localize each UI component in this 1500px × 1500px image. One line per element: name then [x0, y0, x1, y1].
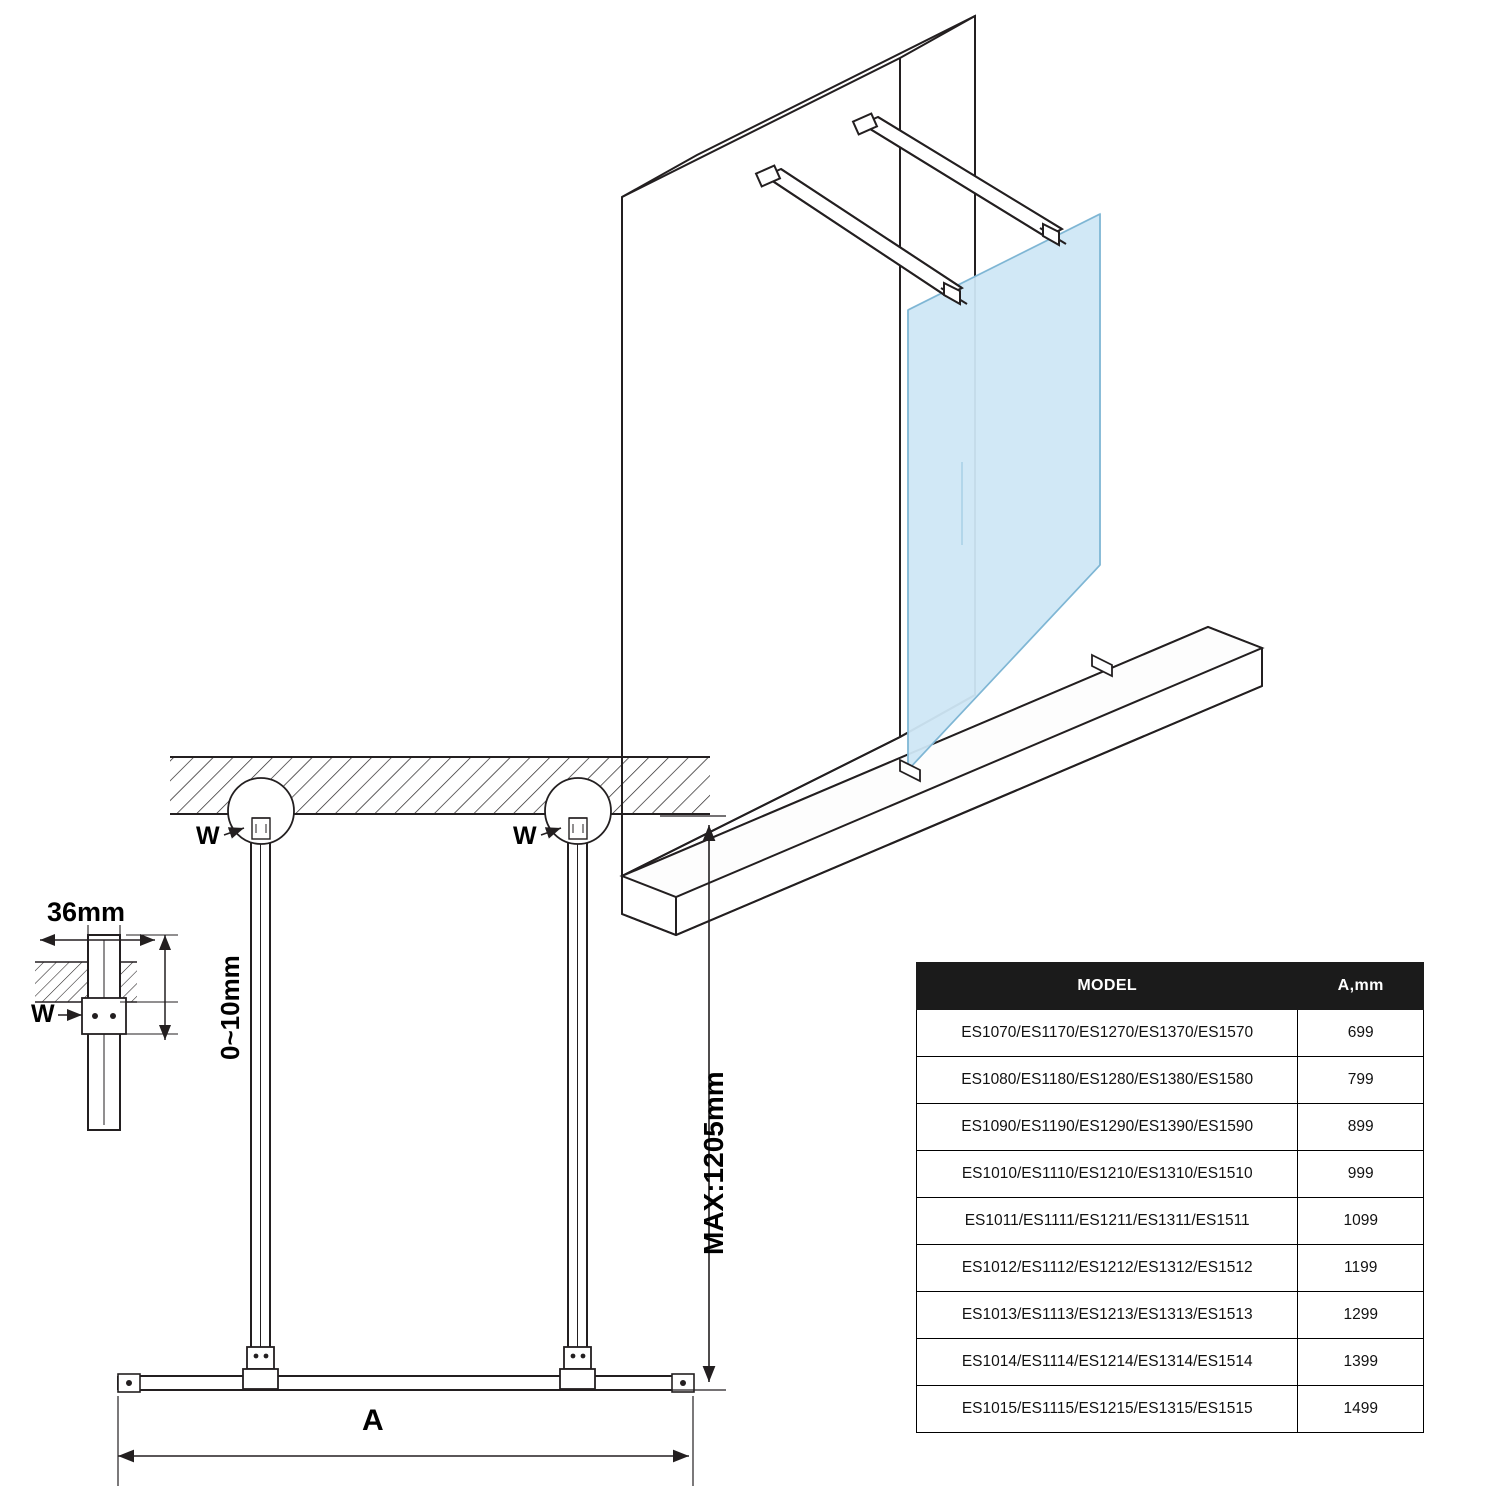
table-row: [917, 1198, 1424, 1245]
bracket-callout-left: [228, 778, 294, 844]
cell-a: 1399: [1298, 1339, 1424, 1386]
label-0-10mm: 0~10mm: [215, 955, 245, 1060]
bracket-callout-right: [545, 778, 611, 844]
cell-a: 799: [1298, 1057, 1424, 1104]
cell-a: 899: [1298, 1104, 1424, 1151]
cell-model: ES1090/ES1190/ES1290/ES1390/ES1590: [917, 1104, 1298, 1151]
header-a-mm: A,mm: [1298, 963, 1424, 1010]
table-row: [917, 1057, 1424, 1104]
cell-model: ES1070/ES1170/ES1270/ES1370/ES1570: [917, 1010, 1298, 1057]
width-dimension: [118, 1396, 693, 1486]
cell-model: ES1013/ES1113/ES1213/ES1313/ES1513: [917, 1292, 1298, 1339]
cell-a: 1299: [1298, 1292, 1424, 1339]
label-width-a: A: [362, 1404, 384, 1437]
cell-a: 999: [1298, 1151, 1424, 1198]
table-row: [917, 1104, 1424, 1151]
table-row: [917, 1010, 1424, 1057]
table-row: [917, 1245, 1424, 1292]
label-w-right: W: [513, 822, 537, 850]
table-row: [917, 1292, 1424, 1339]
spec-table: [916, 962, 1424, 1433]
cell-model: ES1015/ES1115/ES1215/ES1315/ES1515: [917, 1386, 1298, 1433]
cell-a: 1199: [1298, 1245, 1424, 1292]
cell-a: 1499: [1298, 1386, 1424, 1433]
right-foot-clamp: [560, 1347, 595, 1389]
table-row: [917, 1151, 1424, 1198]
cell-model: ES1014/ES1114/ES1214/ES1314/ES1514: [917, 1339, 1298, 1386]
isometric-view: [622, 16, 1262, 935]
header-model: MODEL: [917, 963, 1298, 1010]
cell-model: ES1012/ES1112/ES1212/ES1312/ES1512: [917, 1245, 1298, 1292]
table-header-row: [917, 963, 1424, 1010]
bracket-detail-view: [35, 925, 178, 1130]
cell-a: 1099: [1298, 1198, 1424, 1245]
label-w-detail: W: [31, 1000, 55, 1028]
cell-model: ES1010/ES1110/ES1210/ES1310/ES1510: [917, 1151, 1298, 1198]
table-row: [917, 1386, 1424, 1433]
left-foot-clamp: [243, 1347, 278, 1389]
table-body: [917, 1010, 1424, 1433]
cell-model: ES1080/ES1180/ES1280/ES1380/ES1580: [917, 1057, 1298, 1104]
table-row: [917, 1339, 1424, 1386]
label-w-left: W: [196, 822, 220, 850]
label-36mm: 36mm: [47, 897, 126, 927]
cell-model: ES1011/ES1111/ES1211/ES1311/ES1511: [917, 1198, 1298, 1245]
left-post: [251, 820, 270, 1354]
bottom-rail: [118, 1374, 694, 1392]
cell-a: 699: [1298, 1010, 1424, 1057]
label-max-height: MAX:1205mm: [698, 1071, 729, 1255]
right-post: [568, 820, 587, 1354]
